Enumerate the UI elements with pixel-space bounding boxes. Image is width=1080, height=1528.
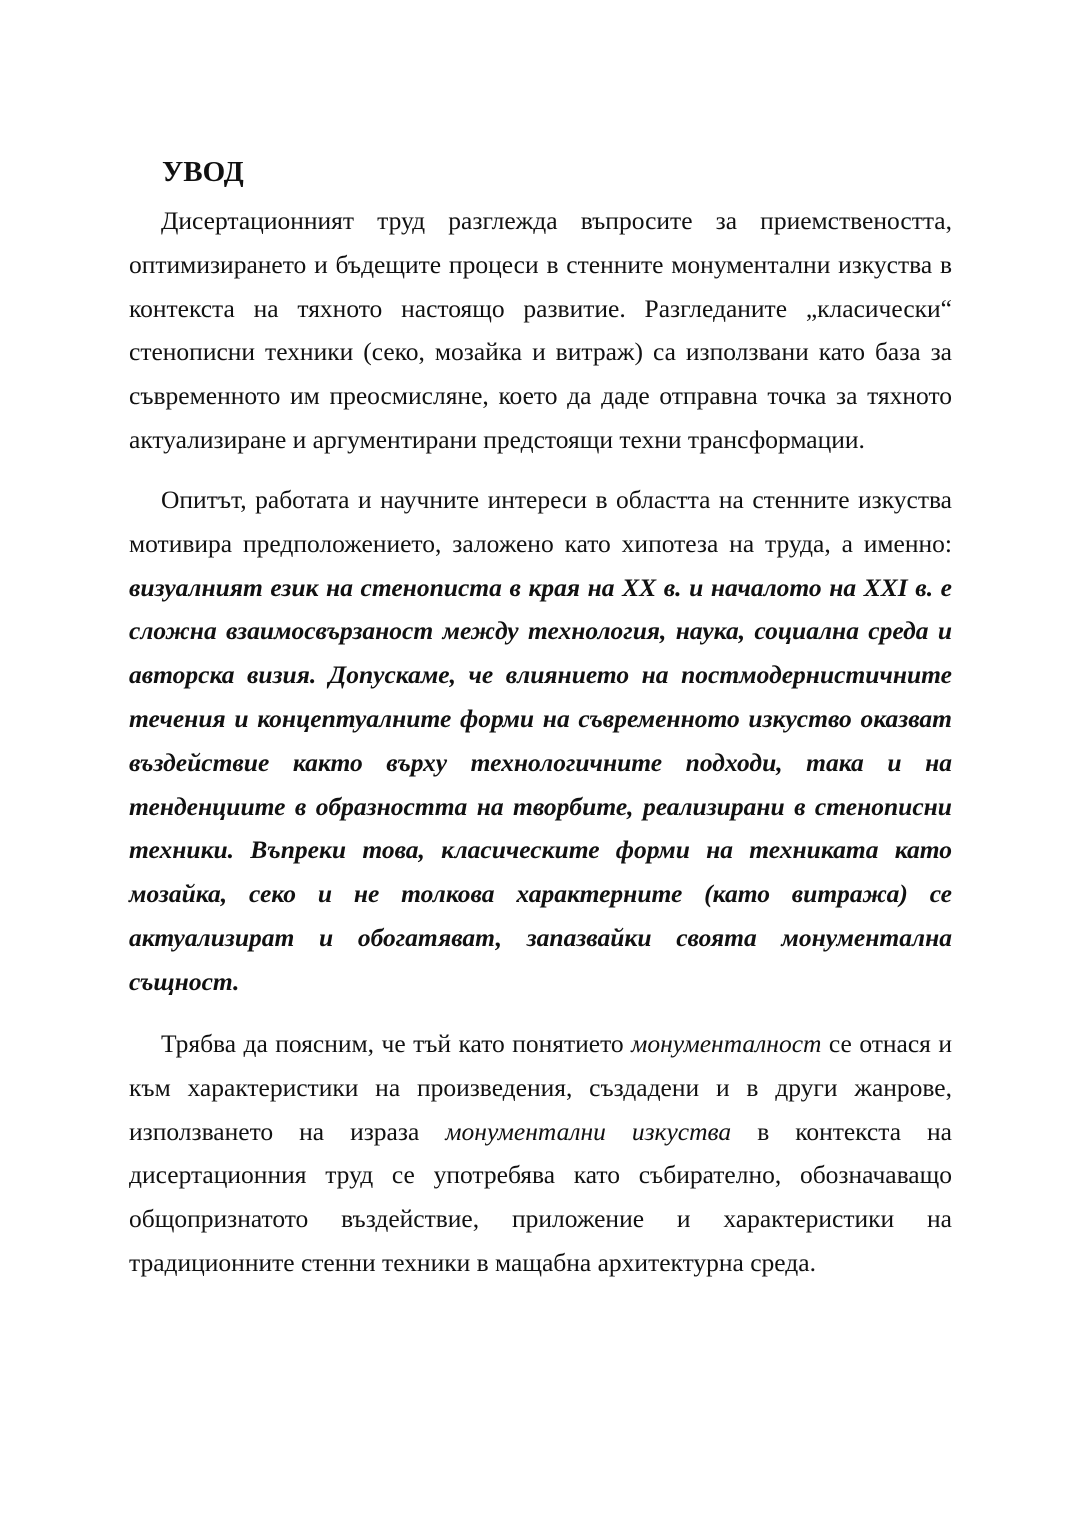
term-monumental-arts: монументални изкуства: [445, 1116, 732, 1146]
terminology-text-2: се отнася и към характеристики на произведения, създадени и в други жанрове, използването на израза: [129, 1029, 952, 1146]
paragraph-intro: Дисертационният труд разглежда въпросите за приемствеността, оптимизирането и бъдещите процеси в стенните монументални изкуства в контекста на тяхното настоящо развитие. Разгледаните „класически“ стенописни техники (секо, мозайка и витраж) са използвани като база за съвременното им преосмисляне, което да даде отправна точка за тяхното актуализиране и аргументирани предстоящи техни трансформации.: [129, 206, 952, 454]
terminology-text-3: в контекста на дисертационния труд се употребява като събирателно, обозначаващо общопризнатото въздействие, приложение и характеристики на традиционните стенни техники в мащабна архитектурна среда.: [129, 1116, 952, 1277]
section-heading: УВОД: [162, 156, 244, 188]
terminology-text-1: Трябва да поясним, че тъй като понятието: [161, 1029, 632, 1058]
term-monumentality: монументалност: [631, 1029, 822, 1058]
paragraph-hypothesis: [129, 478, 952, 1004]
paragraph-terminology: [129, 1022, 952, 1285]
hypothesis-statement: визуалният език на стенописта в края на XX в. и началото на XXI в. е сложна взаимосвързаност между технология, наука, социална среда и авторска визия. Допускаме, че влиянието на постмодернистичните течения и концептуалните форми на съвременното изкуство оказват въздействие както върху технологичните подходи, така и на тенденциите в образността на творбите, реализирани в стенописни техники. Въпреки това, класическите форми на техниката като мозайка, секо и не толкова характерните (като витража) се актуализират и обогатяват, запазвайки своята монументална същност.: [129, 572, 952, 996]
hypothesis-lead-text: Опитът, работата и научните интереси в областта на стенните изкуства мотивира предположението, заложено като хипотеза на труда, а именно:: [129, 485, 952, 558]
